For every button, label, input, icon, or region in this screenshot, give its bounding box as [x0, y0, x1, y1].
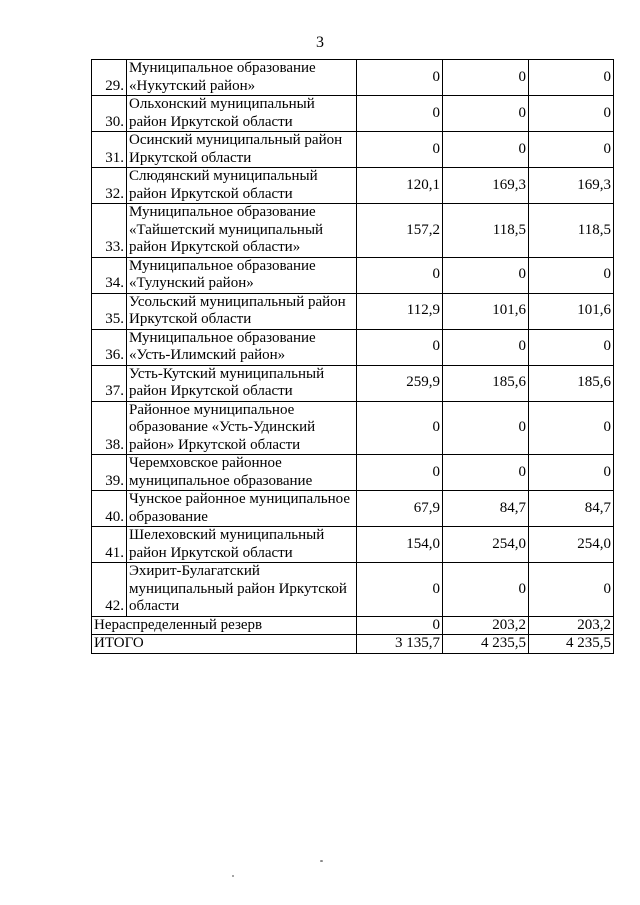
row-number: 37.	[92, 365, 127, 401]
table-row	[92, 168, 614, 204]
municipality-name: Районное муниципальное образование «Усть-Удинский район» Иркутской области	[127, 401, 357, 455]
municipality-name: Муниципальное образование «Тулунский район»	[127, 257, 357, 293]
row-number: 41.	[92, 527, 127, 563]
value-2: 0	[443, 563, 529, 617]
total-value-3: 4 235,5	[529, 635, 614, 654]
value-2: 118,5	[443, 204, 529, 258]
table-row	[92, 96, 614, 132]
total-label: ИТОГО	[92, 635, 357, 654]
table-row	[92, 455, 614, 491]
reserve-value-1: 0	[357, 616, 443, 635]
value-3: 0	[529, 60, 614, 96]
row-number: 29.	[92, 60, 127, 96]
row-number: 30.	[92, 96, 127, 132]
total-value-1: 3 135,7	[357, 635, 443, 654]
reserve-row	[92, 616, 614, 635]
scan-speck	[232, 875, 234, 877]
value-3: 169,3	[529, 168, 614, 204]
value-2: 0	[443, 455, 529, 491]
scan-speck	[320, 860, 323, 862]
municipality-name: Муниципальное образование «Нукутский район»	[127, 60, 357, 96]
municipality-name: Муниципальное образование «Тайшетский муниципальный район Иркутской области»	[127, 204, 357, 258]
municipality-name: Осинский муниципальный район Иркутской области	[127, 132, 357, 168]
value-2: 101,6	[443, 293, 529, 329]
municipality-name: Чунское районное муниципальное образование	[127, 491, 357, 527]
value-2: 0	[443, 329, 529, 365]
value-2: 254,0	[443, 527, 529, 563]
municipality-name: Шелеховский муниципальный район Иркутской области	[127, 527, 357, 563]
table-row	[92, 132, 614, 168]
table-row	[92, 329, 614, 365]
value-1: 0	[357, 257, 443, 293]
row-number: 36.	[92, 329, 127, 365]
municipality-name: Эхирит-Булагатский муниципальный район Иркутской области	[127, 563, 357, 617]
value-3: 0	[529, 455, 614, 491]
value-2: 84,7	[443, 491, 529, 527]
municipality-name: Ольхонский муниципальный район Иркутской области	[127, 96, 357, 132]
value-1: 154,0	[357, 527, 443, 563]
value-3: 84,7	[529, 491, 614, 527]
value-1: 259,9	[357, 365, 443, 401]
value-2: 0	[443, 401, 529, 455]
value-2: 185,6	[443, 365, 529, 401]
value-2: 0	[443, 60, 529, 96]
value-2: 169,3	[443, 168, 529, 204]
budget-table	[91, 59, 614, 654]
value-1: 0	[357, 401, 443, 455]
row-number: 38.	[92, 401, 127, 455]
total-row	[92, 635, 614, 654]
row-number: 32.	[92, 168, 127, 204]
value-3: 0	[529, 132, 614, 168]
row-number: 34.	[92, 257, 127, 293]
value-3: 0	[529, 563, 614, 617]
reserve-value-3: 203,2	[529, 616, 614, 635]
table-row	[92, 563, 614, 617]
table-row	[92, 293, 614, 329]
page-number: 3	[316, 34, 324, 51]
row-number: 35.	[92, 293, 127, 329]
municipality-name: Усольский муниципальный район Иркутской области	[127, 293, 357, 329]
value-3: 254,0	[529, 527, 614, 563]
reserve-label: Нераспределенный резерв	[92, 616, 357, 635]
value-1: 0	[357, 96, 443, 132]
table-row	[92, 491, 614, 527]
value-1: 0	[357, 60, 443, 96]
table-row	[92, 365, 614, 401]
value-1: 0	[357, 455, 443, 491]
value-2: 0	[443, 257, 529, 293]
table-row	[92, 257, 614, 293]
value-3: 0	[529, 401, 614, 455]
table-row	[92, 401, 614, 455]
table-row	[92, 204, 614, 258]
value-1: 157,2	[357, 204, 443, 258]
table-footer	[92, 616, 614, 653]
value-1: 67,9	[357, 491, 443, 527]
row-number: 33.	[92, 204, 127, 258]
table-row	[92, 60, 614, 96]
value-3: 0	[529, 257, 614, 293]
value-1: 120,1	[357, 168, 443, 204]
value-2: 0	[443, 132, 529, 168]
value-3: 185,6	[529, 365, 614, 401]
value-3: 0	[529, 329, 614, 365]
value-3: 101,6	[529, 293, 614, 329]
table-row	[92, 527, 614, 563]
total-value-2: 4 235,5	[443, 635, 529, 654]
municipality-name: Усть-Кутский муниципальный район Иркутской области	[127, 365, 357, 401]
value-3: 118,5	[529, 204, 614, 258]
value-1: 0	[357, 329, 443, 365]
municipality-name: Черемховское районное муниципальное образование	[127, 455, 357, 491]
value-2: 0	[443, 96, 529, 132]
value-1: 0	[357, 132, 443, 168]
row-number: 31.	[92, 132, 127, 168]
row-number: 42.	[92, 563, 127, 617]
municipality-name: Муниципальное образование «Усть-Илимский район»	[127, 329, 357, 365]
municipality-name: Слюдянский муниципальный район Иркутской области	[127, 168, 357, 204]
reserve-value-2: 203,2	[443, 616, 529, 635]
value-1: 0	[357, 563, 443, 617]
row-number: 39.	[92, 455, 127, 491]
value-1: 112,9	[357, 293, 443, 329]
table-body	[92, 60, 614, 617]
value-3: 0	[529, 96, 614, 132]
row-number: 40.	[92, 491, 127, 527]
